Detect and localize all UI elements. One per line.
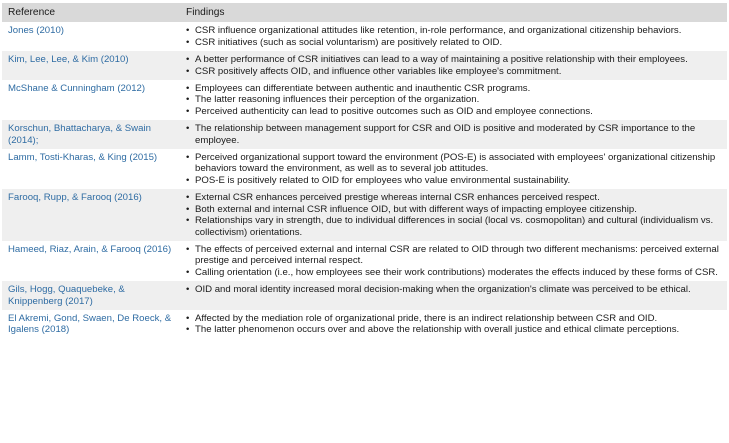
finding-item: • Perceived authenticity can lead to positive outcomes such as OID and employee connections. [186, 106, 721, 117]
finding-item: • Perceived organizational support toward the environment (POS-E) is associated with employees' organizational citizenship behaviors toward the environment, as well as to several job attitudes. [186, 152, 721, 175]
finding-item: • Calling orientation (i.e., how employees see their work contributions) moderates the effects induced by these forms of CSR. [186, 267, 721, 278]
findings-list [186, 284, 721, 295]
findings-list [186, 54, 721, 77]
reference-cell: Farooq, Rupp, & Farooq (2016) [8, 192, 142, 204]
findings-list [186, 244, 721, 278]
findings-list [186, 313, 721, 336]
finding-item: • CSR positively affects OID, and influence other variables like employee's commitment. [186, 66, 721, 77]
finding-item: • Relationships vary in strength, due to individual differences in social (local vs. cosmopolitan) and cultural (individualism vs. collectivism) orientations. [186, 215, 721, 238]
findings-list [186, 83, 721, 117]
findings-list [186, 25, 721, 48]
reference-cell: Jones (2010) [8, 25, 64, 37]
findings-list [186, 123, 721, 146]
findings-cell [180, 22, 727, 51]
findings-list [186, 192, 721, 238]
findings-cell [180, 120, 727, 149]
findings-cell [180, 189, 727, 241]
findings-cell [180, 241, 727, 281]
finding-item: • CSR influence organizational attitudes like retention, in-role performance, and organizational citizenship behaviors. [186, 25, 721, 36]
table-row [2, 310, 727, 339]
literature-table [2, 3, 727, 339]
finding-item: • Affected by the mediation role of organizational pride, there is an indirect relationship between CSR and OID. [186, 313, 721, 324]
finding-item: • Both external and internal CSR influence OID, but with different ways of impacting employee citizenship. [186, 204, 721, 215]
findings-cell [180, 310, 727, 339]
reference-cell: McShane & Cunningham (2012) [8, 83, 146, 95]
reference-cell: El Akremi, Gond, Swaen, De Roeck, & Igalens (2018) [8, 312, 172, 336]
table-row [2, 80, 727, 120]
table-row [2, 281, 727, 310]
column-header-findings: Findings [186, 7, 225, 18]
findings-cell [180, 149, 727, 189]
reference-cell: Lamm, Tosti-Kharas, & King (2015) [8, 152, 158, 164]
finding-item: • The effects of perceived external and internal CSR are related to OID through two different mechanisms: perceived external prestige and perceived internal respect. [186, 244, 721, 267]
table-row [2, 120, 727, 149]
findings-list [186, 152, 721, 186]
findings-cell [180, 281, 727, 310]
table-row [2, 189, 727, 241]
table-row [2, 51, 727, 80]
reference-cell: Korschun, Bhattacharya, & Swain (2014); [8, 123, 151, 146]
finding-item: • The latter phenomenon occurs over and above the relationship with overall justice and ethical climate perceptions. [186, 324, 721, 335]
finding-item: • Employees can differentiate between authentic and inauthentic CSR programs. [186, 83, 721, 94]
reference-cell: Kim, Lee, Lee, & Kim (2010) [8, 54, 129, 66]
finding-item: • External CSR enhances perceived prestige whereas internal CSR enhances perceived respect. [186, 192, 721, 203]
table-row [2, 22, 727, 51]
finding-item: • OID and moral identity increased moral decision-making when the organization's climate was perceived to be ethical. [186, 284, 721, 295]
column-header-reference: Reference [8, 7, 56, 18]
finding-item: • The relationship between management support for CSR and OID is positive and moderated by CSR importance to the employee. [186, 123, 721, 146]
table-body [2, 22, 727, 338]
finding-item: • The latter reasoning influences their perception of the organization. [186, 94, 721, 105]
reference-cell: Hameed, Riaz, Arain, & Farooq (2016) [8, 243, 172, 255]
findings-cell [180, 80, 727, 120]
table-row [2, 241, 727, 281]
header-row [2, 3, 727, 22]
finding-item: • CSR initiatives (such as social voluntarism) are positively related to OID. [186, 37, 721, 48]
finding-item: • POS-E is positively related to OID for employees who value environmental sustainability. [186, 175, 721, 186]
reference-cell: Gils, Hogg, Quaquebeke, & Knippenberg (2017) [8, 284, 125, 307]
findings-cell [180, 51, 727, 80]
finding-item: • A better performance of CSR initiatives can lead to a way of maintaining a positive relationship with their employees. [186, 54, 721, 65]
table-row [2, 149, 727, 189]
table-header [2, 3, 727, 22]
